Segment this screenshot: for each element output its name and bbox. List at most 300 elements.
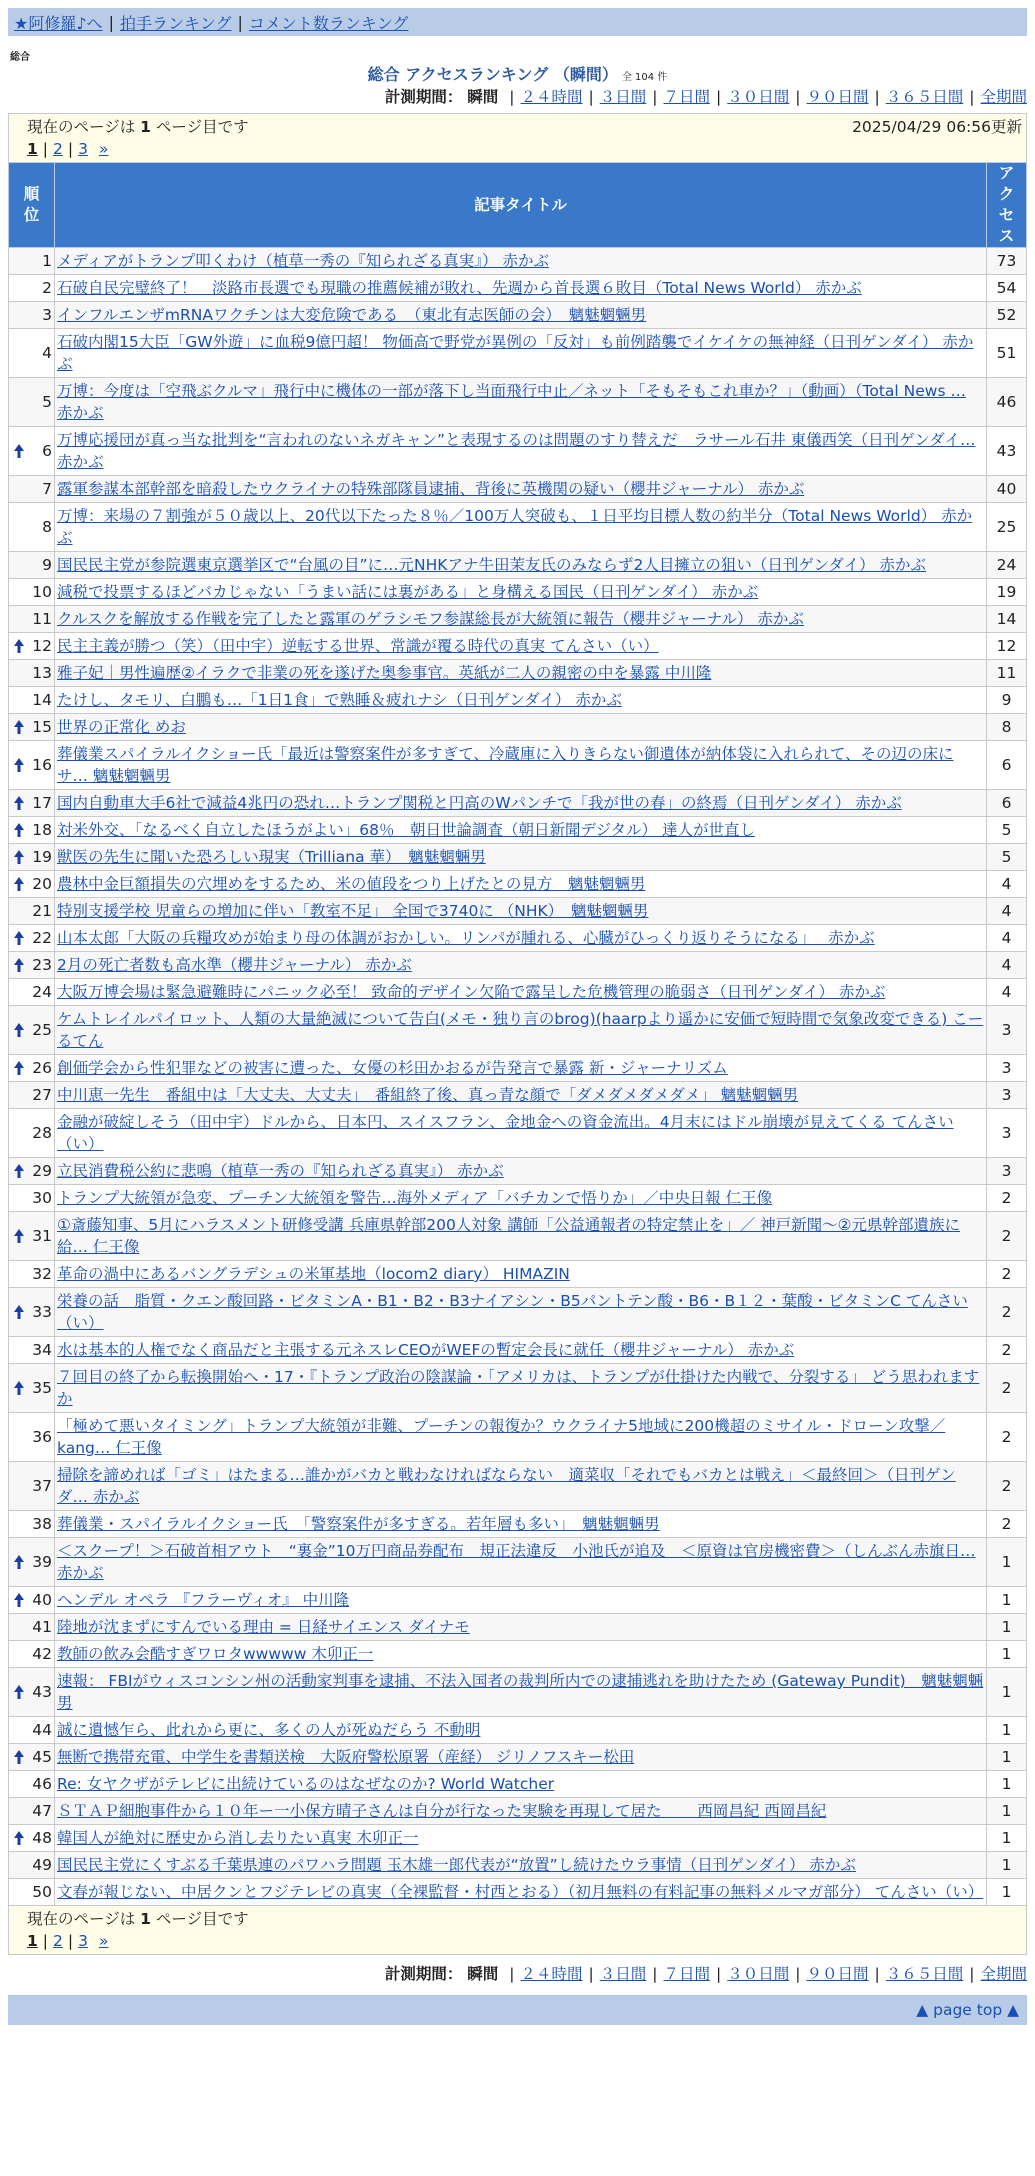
rank-number: 49 (32, 1856, 52, 1874)
table-row (9, 552, 1027, 579)
rank-number: 27 (32, 1086, 52, 1104)
access-count: 19 (987, 579, 1027, 606)
page-separator: | (67, 140, 74, 158)
period-separator: | (509, 88, 515, 106)
rank-cell (9, 378, 55, 427)
rank-cell (9, 1055, 55, 1082)
period-link[interactable]: 全期間 (980, 88, 1027, 106)
title-cell (55, 248, 987, 275)
rank-cell (9, 1082, 55, 1109)
period-separator: | (969, 1965, 975, 1983)
rank-number: 25 (32, 1021, 52, 1039)
article-title-link[interactable]: メディアがトランプ叩くわけ（植草一秀の『知られざる真実』） 赤かぶ (57, 252, 549, 270)
rank-cell (9, 1641, 55, 1668)
title-cell (55, 427, 987, 476)
period-link[interactable]: ３０日間 (727, 1965, 790, 1983)
rank-up-arrow-icon (13, 1592, 25, 1608)
rank-number: 45 (32, 1748, 52, 1766)
period-current: 瞬間 (467, 88, 499, 106)
access-count: 46 (987, 378, 1027, 427)
access-count: 2 (987, 1413, 1027, 1462)
table-row (9, 1852, 1027, 1879)
rank-number: 14 (32, 691, 52, 709)
access-count: 24 (987, 552, 1027, 579)
rank-up-arrow-icon (13, 1684, 25, 1700)
rank-cell (9, 1614, 55, 1641)
title-cell (55, 302, 987, 329)
title-cell (55, 1852, 987, 1879)
access-count: 8 (987, 714, 1027, 741)
title-cell (55, 925, 987, 952)
rank-up-arrow-icon (13, 1554, 25, 1570)
title-cell (55, 1462, 987, 1511)
rank-number: 50 (32, 1883, 52, 1901)
rank-number: 17 (32, 794, 52, 812)
title-cell (55, 790, 987, 817)
period-separator: | (969, 88, 975, 106)
title-cell (55, 979, 987, 1006)
rank-number: 31 (32, 1227, 52, 1245)
article-title-link[interactable]: 特別支援学校 児童らの増加に伴い「教室不足」 全国で3740に （NHK） 魑魅魍魎男 (57, 902, 649, 920)
title-cell (55, 1614, 987, 1641)
item-count: 全 104 件 (621, 72, 668, 83)
article-title-link[interactable]: 速報： FBIがウィスコンシン州の活動家判事を逮捕、不法入国者の裁判所内での逮捕逃れを助けたため (Gateway Pundit) 魑魅魍魎男 (57, 1672, 984, 1712)
access-count: 4 (987, 925, 1027, 952)
table-row (9, 741, 1027, 790)
article-title-link[interactable]: 中川恵一先生 番組中は「大丈夫、大丈夫」 番組終了後、真っ青な顔で「ダメダメダメダメ」 魑魅魍魎男 (57, 1086, 799, 1104)
rank-number: 35 (32, 1379, 52, 1397)
article-title-link[interactable]: 国内自動車大手6社で減益4兆円の恐れ…トランプ関税と円高のWパンチで「我が世の春」の終焉（日刊ゲンダイ） 赤かぶ (57, 794, 902, 812)
table-row (9, 1212, 1027, 1261)
table-row (9, 790, 1027, 817)
article-title-link[interactable]: インフルエンザmRNAワクチンは大変危険である （東北有志医師の会） 魑魅魍魎男 (57, 306, 647, 324)
article-title-link[interactable]: 万博応援団が真っ当な批判を“言われのないネガキャン”と表現するのは問題のすり替えだ ラサール石井 東儀西笑（日刊ゲンダイ… 赤かぶ (57, 431, 976, 471)
article-title-link[interactable]: Re: 女ヤクザがテレビに出続けているのはなぜなのか? World Watcher (57, 1775, 555, 1793)
period-link[interactable]: ２４時間 (520, 88, 583, 106)
home-link[interactable]: ★阿修羅♪へ (14, 13, 103, 33)
article-title-link[interactable]: トランプ大統領が急変、プーチン大統領を警告…海外メディア「バチカンで悟りか」／中央日報 仁王像 (57, 1189, 773, 1207)
access-count: 2 (987, 1511, 1027, 1538)
table-row (9, 329, 1027, 378)
title-cell (55, 1158, 987, 1185)
access-count: 52 (987, 302, 1027, 329)
rank-number: 20 (32, 875, 52, 893)
rank-cell (9, 898, 55, 925)
article-title-link[interactable]: 雅子妃｜男性遍歴②イラクで非業の死を遂げた奥参事官。英紙が二人の親密の中を暴露 中川隆 (57, 664, 712, 682)
header-access: アクセス (987, 163, 1027, 248)
rank-cell (9, 302, 55, 329)
table-row (9, 1462, 1027, 1511)
article-title-link[interactable]: 国民民主党が参院選東京選挙区で“台風の目”に…元NHKアナ牛田茉友氏のみならず2人目擁立の狙い（日刊ゲンダイ） 赤かぶ (57, 556, 927, 574)
page-links (27, 138, 1022, 160)
rank-cell (9, 1538, 55, 1587)
title-cell (55, 1587, 987, 1614)
period-link[interactable]: ２４時間 (520, 1965, 583, 1983)
rank-cell (9, 1798, 55, 1825)
article-title-link[interactable]: 2月の死亡者数も高水準（櫻井ジャーナル） 赤かぶ (57, 956, 412, 974)
article-title-link[interactable]: 世界の正常化 めお (57, 718, 186, 736)
rank-cell (9, 1744, 55, 1771)
rank-number: 9 (42, 556, 52, 574)
rank-cell (9, 1261, 55, 1288)
rank-number: 33 (32, 1303, 52, 1321)
table-row (9, 378, 1027, 427)
access-count: 1 (987, 1538, 1027, 1587)
period-selector-bottom (8, 1961, 1027, 1987)
rank-up-arrow-icon (13, 1163, 25, 1179)
access-count: 1 (987, 1798, 1027, 1825)
access-count: 2 (987, 1185, 1027, 1212)
title-cell (55, 1185, 987, 1212)
nav-separator: | (237, 12, 243, 32)
period-link[interactable]: ７日間 (663, 88, 710, 106)
access-count: 5 (987, 844, 1027, 871)
table-row (9, 1587, 1027, 1614)
access-count: 2 (987, 1364, 1027, 1413)
section-label: 総合 (10, 52, 30, 63)
rank-cell (9, 979, 55, 1006)
rank-number: 37 (32, 1477, 52, 1495)
article-title-link[interactable]: 石破自民完璧終了！ 淡路市長選でも現職の推薦候補が敗れ、先週から首長選６敗目（Total News World） 赤かぶ (57, 279, 862, 297)
article-title-link[interactable]: 葬儀業スパイラルイクショー氏「最近は警察案件が多すぎて、冷蔵庫に入りきらない御遺体が納体袋に入れられて、その辺の床にサ… 魑魅魍魎男 (57, 745, 954, 785)
rank-up-arrow-icon (13, 822, 25, 838)
rank-cell (9, 1771, 55, 1798)
table-row (9, 476, 1027, 503)
rank-number: 46 (32, 1775, 52, 1793)
article-title-link[interactable]: ＜スクープ！＞石破首相アウト “裏金”10万円商品券配布 規正法違反 小池氏が追及 ＜原資は官房機密費＞（しんぶん赤旗日… 赤かぶ (57, 1542, 976, 1582)
article-title-link[interactable]: 葬儀業・スパイラルイクショー氏 「警察案件が多すぎる。若年層も多い」 魑魅魍魎男 (57, 1515, 660, 1533)
title-cell (55, 1798, 987, 1825)
period-separator: | (652, 88, 658, 106)
title-cell (55, 633, 987, 660)
rank-cell (9, 1006, 55, 1055)
page-links (27, 1930, 1022, 1952)
rank-up-arrow-icon (13, 719, 25, 735)
rank-number: 40 (32, 1591, 52, 1609)
header-title: 記事タイトル (55, 163, 987, 248)
access-count: 73 (987, 248, 1027, 275)
rank-up-arrow-icon (13, 1749, 25, 1765)
title-cell (55, 1413, 987, 1462)
rank-up-arrow-icon (13, 930, 25, 946)
rank-number: 13 (32, 664, 52, 682)
article-title-link[interactable]: 石破内閣15大臣「GW外遊」に血税9億円超！ 物価高で野党が異例の「反対」も前例踏襲でイケイケの無神経（日刊ゲンダイ） 赤かぶ (57, 333, 974, 373)
rank-number: 44 (32, 1721, 52, 1739)
applause-ranking-link[interactable]: 拍手ランキング (119, 13, 232, 33)
rank-number: 3 (42, 306, 52, 324)
article-title-link[interactable]: 大阪万博会場は緊急避難時にパニック必至！ 致命的デザイン欠陥で露呈した危機管理の脆弱さ（日刊ゲンダイ） 赤かぶ (57, 983, 886, 1001)
rank-cell (9, 925, 55, 952)
title-cell (55, 1538, 987, 1587)
title-cell (55, 1212, 987, 1261)
access-count: 4 (987, 898, 1027, 925)
title-cell (55, 741, 987, 790)
article-title-link[interactable]: 栄養の話 脂質・クエン酸回路・ビタミンA・B1・B2・B3ナイアシン・B5パントテン酸・B6・B１２・葉酸・ビタミンC てんさい（い） (57, 1292, 968, 1332)
article-title-link[interactable]: ７回目の終了から転換開始へ・17・『トランプ政治の陰謀論・「アメリカは、トランプが仕掛けた内戦で、分裂する」 どう思われますか (57, 1368, 980, 1408)
table-row (9, 1261, 1027, 1288)
rank-number: 32 (32, 1265, 52, 1283)
title-cell (55, 952, 987, 979)
access-count: 3 (987, 1109, 1027, 1158)
rank-number: 38 (32, 1515, 52, 1533)
page-link[interactable]: 3 (78, 1932, 89, 1950)
period-links (503, 1965, 1027, 1983)
article-title-link[interactable]: ヘンデル オペラ 『フラーヴィオ』 中川隆 (57, 1591, 350, 1609)
table-row (9, 1538, 1027, 1587)
table-row (9, 606, 1027, 633)
access-count: 1 (987, 1744, 1027, 1771)
title-cell (55, 844, 987, 871)
rank-up-arrow-icon (13, 1228, 25, 1244)
period-link[interactable]: ３日間 (599, 1965, 647, 1983)
rank-cell (9, 606, 55, 633)
rank-number: 36 (32, 1428, 52, 1446)
access-count: 1 (987, 1852, 1027, 1879)
rank-cell (9, 952, 55, 979)
title-cell (55, 1337, 987, 1364)
period-link[interactable]: ９０日間 (806, 1965, 869, 1983)
table-row (9, 1879, 1027, 1906)
article-title-link[interactable]: ①斎藤知事、5月にハラスメント研修受講 兵庫県幹部200人対象 講師「公益通報者の特定禁止を」／ 神戸新聞～②元県幹部遺族に給… 仁王像 (57, 1216, 961, 1256)
period-separator: | (874, 1965, 880, 1983)
current-page: 1 (27, 1932, 38, 1950)
rank-number: 5 (42, 393, 52, 411)
article-title-link[interactable]: 「極めて悪いタイミング」トランプ大統領が非難、プーチンの報復か？ウクライナ5地域に200機超のミサイル・ドローン攻撃／kang… 仁王像 (57, 1417, 946, 1457)
access-count: 4 (987, 952, 1027, 979)
rank-number: 24 (32, 983, 52, 1001)
rank-number: 30 (32, 1189, 52, 1207)
period-separator: | (588, 88, 594, 106)
period-link[interactable]: ３６５日間 (885, 88, 964, 106)
article-title-link[interactable]: 立民消費税公約に悲鳴（植草一秀の『知られざる真実』） 赤かぶ (57, 1162, 504, 1180)
article-title-link[interactable]: 金融が破綻しそう（田中宇）ドルから、日本円、スイスフラン、金地金への資金流出。4月末にはドル崩壊が見えてくる てんさい（い） (57, 1113, 954, 1153)
table-row (9, 1364, 1027, 1413)
rank-up-arrow-icon (13, 443, 25, 459)
title-cell (55, 1668, 987, 1717)
period-separator: | (652, 1965, 658, 1983)
rank-up-arrow-icon (13, 638, 25, 654)
table-row (9, 275, 1027, 302)
article-title-link[interactable]: 露軍参謀本部幹部を暗殺したウクライナの特殊部隊員逮捕、背後に英機関の疑い（櫻井ジャーナル） 赤かぶ (57, 480, 805, 498)
article-title-link[interactable]: 文春が報じない、中居クンとフジテレビの真実（全裸監督・村西とおる）（初月無料の有料記事の無料メルマガ部分） てんさい（い） (57, 1883, 984, 1901)
article-title-link[interactable]: 陸地が沈まずにすんでいる理由 = 日経サイエンス ダイナモ (57, 1618, 470, 1636)
rank-number: 42 (32, 1645, 52, 1663)
table-row (9, 979, 1027, 1006)
title-cell (55, 606, 987, 633)
table-row (9, 1641, 1027, 1668)
article-title-link[interactable]: ＳＴＡＰ細胞事件から１０年ー一小保方晴子さんは自分が行なった実験を再現して居た 西岡昌紀 西岡昌紀 (57, 1802, 827, 1820)
article-title-link[interactable]: 獣医の先生に聞いた恐ろしい現実（Trilliana 華） 魑魅魍魎男 (57, 848, 486, 866)
rank-up-arrow-icon (13, 1060, 25, 1076)
title-cell (55, 871, 987, 898)
title-cell (55, 687, 987, 714)
access-count: 1 (987, 1668, 1027, 1717)
article-title-link[interactable]: 農林中金巨額損失の穴埋めをするため、米の値段をつり上げたとの見方 魑魅魍魎男 (57, 875, 646, 893)
title-cell (55, 1109, 987, 1158)
table-row (9, 1771, 1027, 1798)
article-title-link[interactable]: たけし、タモリ、白鵬も…「1日1食」で熟睡＆疲れナシ（日刊ゲンダイ） 赤かぶ (57, 691, 622, 709)
table-row (9, 952, 1027, 979)
header-rank: 順位 (9, 163, 55, 248)
rank-cell (9, 476, 55, 503)
article-title-link[interactable]: 万博：今度は「空飛ぶクルマ」飛行中に機体の一部が落下し当面飛行中止／ネット「そもそもこれ車か？」（動画）（Total News … 赤かぶ (57, 382, 966, 422)
access-count: 1 (987, 1587, 1027, 1614)
article-title-link[interactable]: 国民民主党にくすぶる千葉県連のパワハラ問題 玉木雄一郎代表が“放置”し続けたウラ事情（日刊ゲンダイ） 赤かぶ (57, 1856, 856, 1874)
article-title-link[interactable]: 教師の飲み会酷すぎワロタwwwww 木卯正一 (57, 1645, 374, 1663)
article-title-link[interactable]: 韓国人が絶対に歴史から消し去りたい真実 木卯正一 (57, 1829, 419, 1847)
article-title-link[interactable]: 革命の渦中にあるバングラデシュの米軍基地（locom2 diary） HIMAZIN (57, 1265, 570, 1283)
rank-up-arrow-icon (13, 876, 25, 892)
rank-cell (9, 1879, 55, 1906)
title-cell (55, 1771, 987, 1798)
table-row (9, 1825, 1027, 1852)
rank-cell (9, 687, 55, 714)
rank-cell (9, 1109, 55, 1158)
title-cell (55, 503, 987, 552)
access-count: 1 (987, 1771, 1027, 1798)
period-link[interactable]: ３日間 (599, 88, 647, 106)
table-row (9, 871, 1027, 898)
access-count: 14 (987, 606, 1027, 633)
title-cell (55, 1261, 987, 1288)
article-title-link[interactable]: クルスクを解放する作戦を完了したと露軍のゲラシモフ参謀総長が大統領に報告（櫻井ジャーナル） 赤かぶ (57, 610, 804, 628)
access-count: 25 (987, 503, 1027, 552)
rank-cell (9, 1364, 55, 1413)
comment-ranking-link[interactable]: コメント数ランキング (248, 13, 409, 33)
access-count: 3 (987, 1082, 1027, 1109)
period-link[interactable]: ３０日間 (727, 88, 790, 106)
period-links (503, 88, 1027, 106)
page-link[interactable]: 3 (78, 140, 89, 158)
rank-cell (9, 741, 55, 790)
table-row (9, 1614, 1027, 1641)
footer-bar (8, 1995, 1027, 2025)
current-page: 1 (27, 140, 38, 158)
period-link[interactable]: ３６５日間 (885, 1965, 964, 1983)
article-title-link[interactable]: 誠に遺憾乍ら、此れから更に、多くの人が死ぬだらう 不動明 (57, 1721, 481, 1739)
title-cell (55, 552, 987, 579)
table-row (9, 1511, 1027, 1538)
access-count: 1 (987, 1825, 1027, 1852)
title-cell (55, 1288, 987, 1337)
access-count: 2 (987, 1261, 1027, 1288)
page-separator: | (42, 1932, 49, 1950)
table-row (9, 248, 1027, 275)
rank-number: 18 (32, 821, 52, 839)
pager-top (8, 113, 1027, 162)
rank-number: 21 (32, 902, 52, 920)
access-count: 12 (987, 633, 1027, 660)
rank-number: 2 (42, 279, 52, 297)
access-count: 6 (987, 741, 1027, 790)
rank-number: 41 (32, 1618, 52, 1636)
title-cell (55, 1744, 987, 1771)
rank-cell (9, 790, 55, 817)
table-row (9, 1185, 1027, 1212)
table-row (9, 817, 1027, 844)
page-link[interactable]: 2 (53, 1932, 63, 1950)
article-title-link[interactable]: 減税で投票するほどバカじゃない「うまい話には裏がある」と身構える国民（日刊ゲンダイ） 赤かぶ (57, 583, 759, 601)
next-page-link[interactable]: » (98, 140, 109, 158)
title-cell (55, 1717, 987, 1744)
title-cell (55, 1082, 987, 1109)
title-cell (55, 1364, 987, 1413)
rank-cell (9, 1825, 55, 1852)
rank-cell (9, 579, 55, 606)
table-row (9, 302, 1027, 329)
title-cell (55, 1641, 987, 1668)
period-selector-top (8, 84, 1027, 110)
table-row (9, 925, 1027, 952)
page-separator: | (42, 140, 49, 158)
access-count: 2 (987, 1288, 1027, 1337)
article-title-link[interactable]: ケムトレイルパイロット、人類の大量絶滅について告白(メモ・独り言のbrog)(haarpより遥かに安価で短時間で気象改変できる) こーるてん (57, 1010, 984, 1050)
next-page-link[interactable]: » (98, 1932, 109, 1950)
article-title-link[interactable]: 無断で携帯充電、中学生を書類送検 大阪府警松原署（産経） ジリノフスキー松田 (57, 1748, 635, 1766)
rank-number: 48 (32, 1829, 52, 1847)
table-row (9, 660, 1027, 687)
access-count: 4 (987, 979, 1027, 1006)
article-title-link[interactable]: 民主主義が勝つ（笑）（田中宇）逆転する世界、常識が覆る時代の真実 てんさい（い） (57, 637, 659, 655)
rank-number: 19 (32, 848, 52, 866)
rank-cell (9, 1413, 55, 1462)
ranking-table (8, 162, 1027, 1906)
page-top-link[interactable]: ▲ page top ▲ (916, 2001, 1019, 2019)
rank-number: 6 (42, 442, 52, 460)
table-row (9, 1109, 1027, 1158)
article-title-link[interactable]: 水は基本的人権でなく商品だと主張する元ネスレCEOがWEFの暫定会長に就任（櫻井ジャーナル） 赤かぶ (57, 1341, 795, 1359)
period-separator: | (795, 1965, 801, 1983)
title-cell (55, 275, 987, 302)
article-title-link[interactable]: 対米外交、「なるべく自立したほうがよい」68％ 朝日世論調査（朝日新聞デジタル） 達人が世直し (57, 821, 755, 839)
period-link[interactable]: ７日間 (663, 1965, 710, 1983)
table-row (9, 1158, 1027, 1185)
article-title-link[interactable]: 山本太郎「大阪の兵糧攻めが始まり母の体調がおかしい。リンパが腫れる、心臓がひっくり返りそうになる」 赤かぶ (57, 929, 875, 947)
rank-up-arrow-icon (13, 849, 25, 865)
access-count: 6 (987, 790, 1027, 817)
rank-cell (9, 660, 55, 687)
article-title-link[interactable]: 掃除を諦めれば「ゴミ」はたまる…誰かがバカと戦わなければならない 適菜収「それでもバカとは戦え」＜最終回＞（日刊ゲンダ… 赤かぶ (57, 1466, 956, 1506)
access-count: 51 (987, 329, 1027, 378)
period-separator: | (716, 88, 722, 106)
period-link[interactable]: ９０日間 (806, 88, 869, 106)
rank-up-arrow-icon (13, 757, 25, 773)
rank-cell (9, 1185, 55, 1212)
rank-number: 15 (32, 718, 52, 736)
rank-cell (9, 248, 55, 275)
rank-cell (9, 817, 55, 844)
article-title-link[interactable]: 創価学会から性犯罪などの被害に遭った、女優の杉田かおるが告発言で暴露 新・ジャーナリズム (57, 1059, 728, 1077)
period-separator: | (588, 1965, 594, 1983)
rank-up-arrow-icon (13, 957, 25, 973)
article-title-link[interactable]: 万博：来場の７割強が５０歳以上、20代以下たった８％／100万人突破も、１日平均目標人数の約半分（Total News World） 赤かぶ (57, 507, 973, 547)
rank-number: 47 (32, 1802, 52, 1820)
rank-cell (9, 1212, 55, 1261)
period-link[interactable]: 全期間 (980, 1965, 1027, 1983)
rank-number: 28 (32, 1124, 52, 1142)
page-link[interactable]: 2 (53, 140, 63, 158)
title-cell (55, 476, 987, 503)
rank-cell (9, 1158, 55, 1185)
rank-up-arrow-icon (13, 1380, 25, 1396)
rank-number: 29 (32, 1162, 52, 1180)
rank-number: 11 (32, 610, 52, 628)
period-separator: | (509, 1965, 515, 1983)
rank-number: 16 (32, 756, 52, 774)
rank-up-arrow-icon (13, 1022, 25, 1038)
table-row (9, 714, 1027, 741)
rank-number: 4 (42, 344, 52, 362)
